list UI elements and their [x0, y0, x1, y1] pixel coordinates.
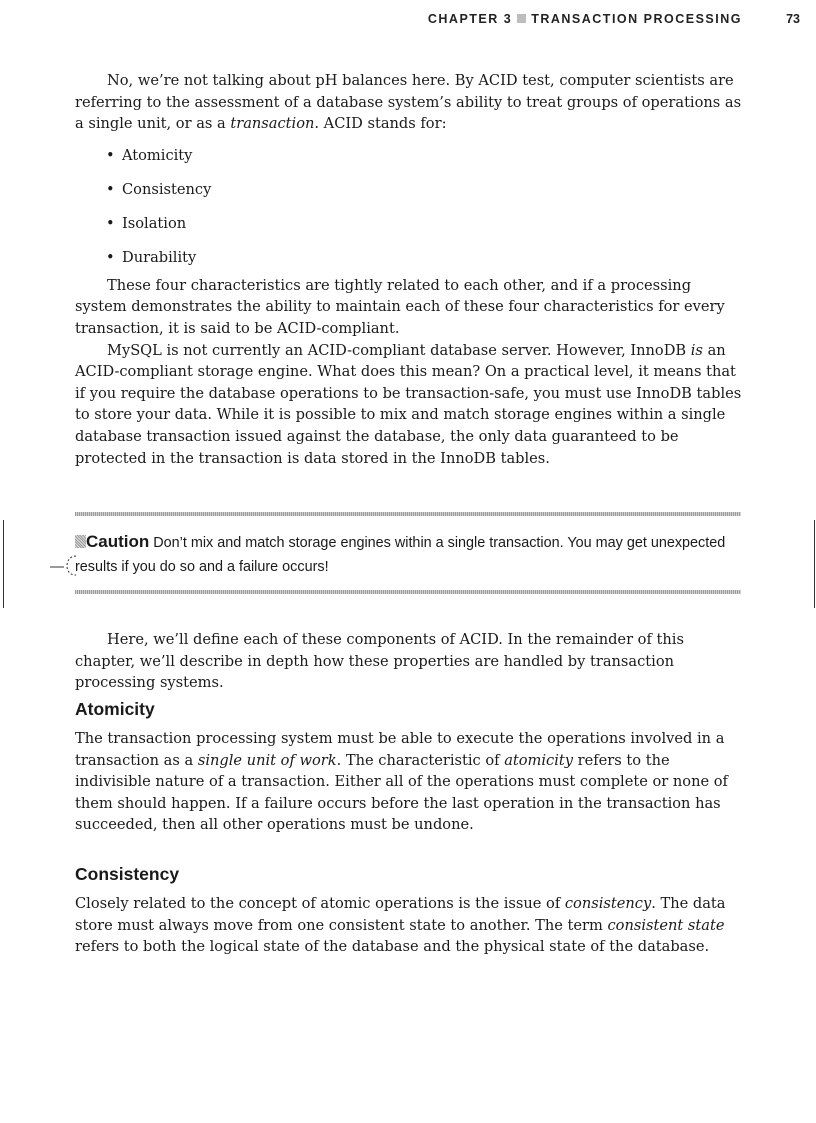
list-item-label: Isolation [122, 214, 187, 232]
consistency-emphasis-1: consistency [564, 895, 652, 912]
intro-section [75, 70, 743, 469]
chapter-title: TRANSACTION PROCESSING [531, 12, 742, 26]
caution-rule-top [75, 512, 741, 516]
chapter-label: CHAPTER 3 [427, 12, 513, 26]
consistency-text-a: Closely related to the concept of atomic operations is the issue of [75, 895, 565, 912]
square-separator-icon [517, 14, 526, 23]
consistency-text-b: . The data store must always move from one consistent state to another. The term [75, 895, 726, 934]
intro-paragraph [75, 70, 743, 135]
margin-annotation-icon [50, 554, 80, 576]
caution-rule-bottom [75, 590, 741, 594]
mysql-text-a: MySQL is not currently an ACID-compliant database server. However, InnoDB [107, 341, 691, 359]
mysql-paragraph [75, 340, 743, 470]
characteristics-paragraph: These four characteristics are tightly related to each other, and if a processing system demonstrates the ability to maintain each of these four characteristics for every transaction, it is said to be ACID-compliant. [75, 276, 725, 337]
intro-emphasis: transaction [230, 115, 315, 133]
bullet-icon: • [106, 248, 115, 266]
running-header [0, 12, 816, 32]
intro-text-b: . ACID stands for: [314, 115, 447, 133]
consistency-paragraph [75, 893, 743, 958]
list-item [75, 213, 743, 247]
bullet-icon: • [106, 214, 115, 232]
atomicity-text-c: refers to the indivisible nature of a transaction. Either all of the operations must complete or none of them should happen. If a failure occurs before the last operation in the transaction has succeeded, then all other operations must be undone. [75, 751, 728, 834]
list-item-label: Atomicity [122, 146, 193, 164]
atomicity-paragraph [75, 728, 743, 836]
atomicity-heading: Atomicity [75, 699, 155, 719]
margin-rule-right [814, 520, 815, 608]
consistency-heading: Consistency [75, 864, 180, 884]
atomicity-emphasis-2: atomicity [504, 751, 574, 769]
list-item [75, 247, 743, 281]
bullet-icon: • [106, 180, 115, 198]
consistency-text-c: refers to both the logical state of the database and the physical state of the database. [75, 938, 710, 956]
running-header-chapter [428, 12, 742, 26]
define-paragraph: Here, we’ll define each of these components of ACID. In the remainder of this chapter, we’ll describe in depth how these properties are handled by transaction processing systems. [75, 631, 684, 692]
bullet-icon: • [106, 146, 115, 164]
list-item-label: Consistency [122, 180, 212, 198]
list-item [75, 145, 743, 179]
caution-body: Don’t mix and match storage engines within a single transaction. You may get unexpected results if you do so and a failure occurs! [75, 535, 726, 575]
list-item [75, 179, 743, 213]
atomicity-text-b: . The characteristic of [336, 751, 505, 769]
atomicity-emphasis-1: single unit of work [197, 751, 337, 769]
mysql-text-b: an ACID-compliant storage engine. What does this mean? On a practical level, it means that if you require the database operations to be transaction-safe, you must use InnoDB tables to store your data. While it is possible to mix and match storage engines within a single database transaction issued against the database, the only data guaranteed to be protected in the transaction is data stored in the InnoDB tables. [75, 341, 742, 467]
caution-square-icon [75, 535, 86, 548]
margin-rule-left [3, 520, 4, 608]
acid-list [75, 145, 743, 281]
caution-label: Caution [86, 532, 150, 551]
caution-box [75, 512, 741, 594]
mysql-emphasis: is [690, 341, 703, 359]
define-paragraph-block [75, 629, 743, 694]
consistency-emphasis-2: consistent state [607, 916, 725, 934]
list-item-label: Durability [122, 248, 197, 266]
atomicity-text-a: The transaction processing system must be able to execute the operations involved in a transaction as a [75, 730, 725, 769]
intro-text-a: No, we’re not talking about pH balances here. By ACID test, computer scientists are referring to the assessment of a database system’s ability to treat groups of operations as a single unit, or as a [75, 72, 742, 133]
consistency-section [75, 863, 743, 958]
page-number: 73 [786, 12, 800, 26]
atomicity-section [75, 698, 743, 836]
caution-text [75, 530, 741, 579]
